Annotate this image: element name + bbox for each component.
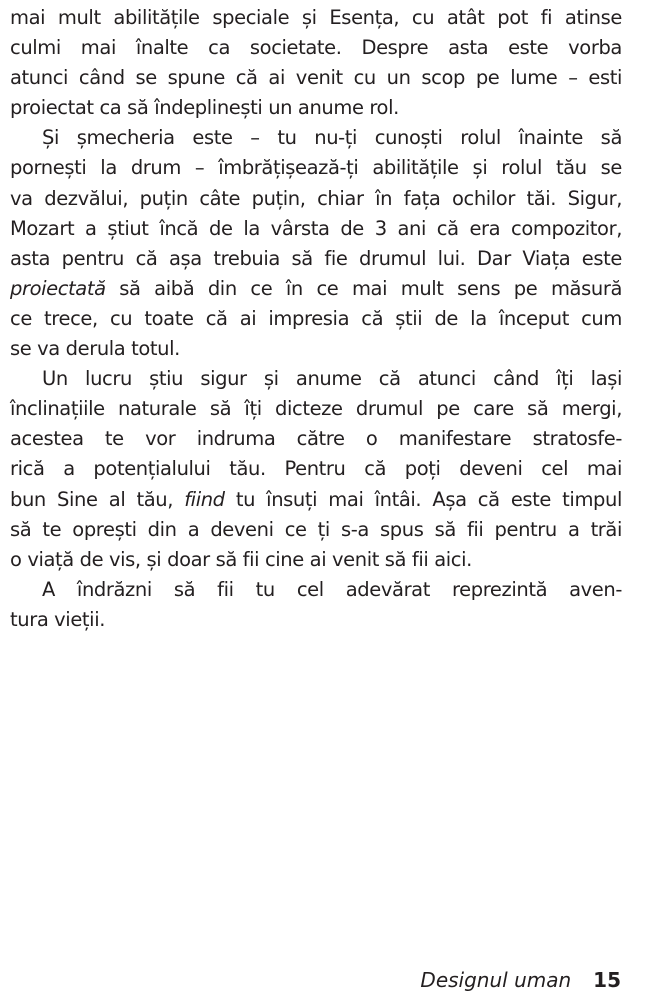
page-number: 15 [593,968,621,992]
text-line [10,214,622,244]
text-segment: rică a potențialului tău. Pentru că poți deveni cel mai [10,457,622,481]
text-segment: culmi mai înalte ca societate. Despre asta este vorba [10,36,622,60]
body-text [10,3,622,635]
text-line [10,304,622,334]
text-segment: acestea te vor indruma către o manifestare stratosfe- [10,427,622,451]
text-line [10,33,622,63]
text-segment: înclinațiile naturale să îți dicteze drumul pe care să mergi, [10,397,622,421]
paragraph [10,364,622,575]
text-segment: pornești la drum – îmbrățișează-ți abilitățile și rolul tău se [10,156,622,180]
text-line [10,515,622,545]
text-line [10,184,622,214]
text-line [10,485,622,515]
text-line [10,274,622,304]
text-line [10,454,622,484]
text-line [10,394,622,424]
text-line [10,244,622,274]
text-segment: Mozart a știut încă de la vârsta de 3 ani că era compozitor, [10,216,622,240]
text-line [10,334,622,364]
text-line [10,93,622,123]
page-footer [420,968,621,992]
text-line [10,63,622,93]
text-line [10,575,622,605]
text-line [10,424,622,454]
paragraph [10,123,622,364]
text-segment: se va derula totul. [10,337,180,361]
paragraph [10,3,622,123]
text-segment: va dezvălui, puțin câte puțin, chiar în fața ochilor tăi. Sigur, [10,186,622,210]
text-segment: tura vieții. [10,607,106,631]
paragraph [10,575,622,635]
text-segment: A îndrăzni să fii tu cel adevărat reprezintă aven- [42,577,622,601]
text-segment: o viață de vis, și doar să fii cine ai venit să fii aici. [10,547,472,571]
text-line [10,364,622,394]
italic-text: fiind [184,487,225,511]
text-segment: bun Sine al tău, [10,487,185,511]
running-title: Designul uman [420,968,572,992]
text-segment: atunci când se spune că ai venit cu un scop pe lume – esti [10,66,622,90]
text-segment: să te oprești din a deveni ce ți s-a spus să fii pentru a trăi [10,517,622,541]
text-segment: ce trece, cu toate că ai impresia că știi de la început cum [10,306,622,330]
text-segment: proiectat ca să îndeplinești un anume rol. [10,96,399,120]
italic-text: proiectată [10,276,106,300]
text-segment: să aibă din ce în ce mai mult sens pe măsură [105,276,622,300]
text-line [10,545,622,575]
text-segment: tu însuți mai întâi. Așa că este timpul [224,487,622,511]
text-line [10,153,622,183]
text-segment: Și șmecheria este – tu nu-ți cunoști rolul înainte să [42,126,622,150]
text-segment: asta pentru că așa trebuia să fie drumul lui. Dar Viața este [10,246,622,270]
text-line [10,123,622,153]
text-segment: mai mult abilitățile speciale și Esența, cu atât pot fi atinse [10,6,622,29]
text-segment: Un lucru știu sigur și anume că atunci când îți lași [42,367,622,391]
text-line [10,605,622,635]
text-line [10,3,622,33]
